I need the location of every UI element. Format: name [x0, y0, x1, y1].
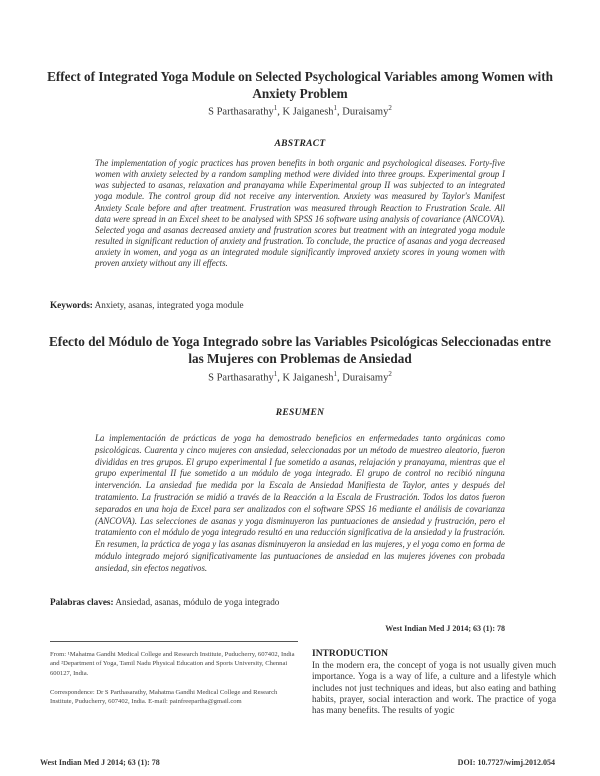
- introduction-text: In the modern era, the concept of yoga is not usually given much importance. Yoga is a way of life, a culture and a lifestyle which includes not just techniques and ideas, but also eating and bathing habits, prayer, social interaction and work. The practice of yoga has many benefits. The results of yogic: [312, 660, 556, 716]
- author-affiliation: 2: [388, 370, 392, 378]
- english-authors: S Parthasarathy$^1$, K Jaiganesh$^1$, Duraisamy$^2$: [208, 104, 392, 118]
- author-affiliation: 1: [333, 104, 338, 112]
- abstract-heading: ABSTRACT: [274, 139, 326, 149]
- author-affiliation: 1: [273, 370, 278, 378]
- author-affiliation: 1: [333, 370, 338, 378]
- journal-citation: West Indian Med J 2014; 63 (1): 78: [385, 624, 505, 633]
- keywords-text: Anxiety, asanas, integrated yoga module: [94, 300, 244, 310]
- author-affiliation: 1: [273, 104, 278, 112]
- author-name: S Parthasarathy: [208, 372, 274, 384]
- palabras-claves: [50, 596, 550, 608]
- footnote-affiliations: From: ¹Mahatma Gandhi Medical College and Research Institute, Puducherry, 607402, India and ²Department of Yoga, Tamil Nadu Physical Education and Sports University, Chennai 600127, India.: [50, 651, 295, 677]
- footer-journal: West Indian Med J 2014; 63 (1): 78: [40, 758, 160, 767]
- resumen-heading: RESUMEN: [275, 408, 325, 418]
- abstract-text: The implementation of yogic practices has proven benefits in both organic and psychological diseases. Forty-five women with anxiety selected by a random sampling method were divided into three groups. Experimental group I was subjected to asanas, relaxation and pranayama while Experimental group II was subjected to an integrated yoga module. The control group did not receive any intervention. Anxiety was measured by Taylor's Manifest Anxiety Scale before and after treatment. Frustration was measured through Reaction to Frustration Scale. All data were spread in an Excel sheet to be analysed with SPSS 16 software using analysis of covariance (ANCOVA). Selected yoga and asanas decreased anxiety and frustration scores but treatment with an integrated yoga module resulted in significant reduction of anxiety and frustration. To conclude, the practice of asanas and yoga decreased anxiety in women, and yoga as an integrated module significantly improved anxiety scores in young women with proven anxiety without any ill effects.: [95, 158, 505, 269]
- palabras-claves-label: Palabras claves:: [50, 597, 114, 607]
- palabras-claves-text: Ansiedad, asanas, módulo de yoga integrado: [115, 597, 280, 607]
- keywords-label: Keywords:: [50, 300, 93, 310]
- resumen-text: La implementación de prácticas de yoga ha demostrado beneficios en enfermedades tanto orgánicas como psicológicas. Cuarenta y cinco mujeres con ansiedad, seleccionadas por un método de muestreo aleatorio, fueron divididas en tres grupos. El grupo experimental I fue sometido a asanas, relajación y pranayama, mientras que el grupo experimental II fue sometido a un módulo de yoga integrado. El grupo de control no recibió ninguna intervención. La ansiedad fue medida por la Escala de Ansiedad Manifiesta de Taylor, antes y después del tratamiento. La frustración se midió a través de la Reacción a la Escala de Frustración. Todos los datos fueron separados en una hoja de Excel para ser analizados con el software SPSS 16 mediante el análisis de covarianza (ANCOVA). Las selecciones de asanas y yoga disminuyeron las puntuaciones de ansiedad y frustración, pero el tratamiento con el módulo de yoga integrado resultó en una reducción significativa de la ansiedad y la frustración. En resumen, la práctica de yoga y las asanas disminuyeron la ansiedad en las mujeres, y el yoga como en forma de módulo integrado mejoró significativamente las puntuaciones de ansiedad en las mujeres jóvenes con probada ansiedad, sin efectos negativos.: [95, 433, 505, 573]
- author-name: S Parthasarathy: [208, 106, 274, 118]
- keywords: [50, 299, 550, 311]
- footnote-correspondence: Correspondence: Dr S Parthasarathy, Mahatma Gandhi Medical College and Research Institute, Puducherry, 607402, India. E-mail: painfreepartha@gmail.com: [50, 689, 278, 706]
- author-name: K Jaiganesh: [282, 372, 334, 384]
- author-affiliation: 2: [388, 104, 392, 112]
- footnote-divider: [50, 641, 298, 642]
- footer-doi: DOI: 10.7727/wimj.2012.054: [457, 758, 555, 767]
- spanish-title: Efecto del Módulo de Yoga Integrado sobre las Variables Psicológicas Seleccionadas entre las Mujeres con Problemas de Ansiedad: [49, 334, 551, 366]
- english-title: Effect of Integrated Yoga Module on Selected Psychological Variables among Women with Anxiety Problem: [47, 69, 553, 101]
- spanish-authors: S Parthasarathy$^1$, K Jaiganesh$^1$, Duraisamy$^2$: [208, 370, 392, 384]
- introduction-heading: INTRODUCTION: [312, 649, 389, 659]
- author-name: K Jaiganesh: [282, 106, 334, 118]
- author-name: Duraisamy: [342, 106, 389, 118]
- author-name: Duraisamy: [342, 372, 389, 384]
